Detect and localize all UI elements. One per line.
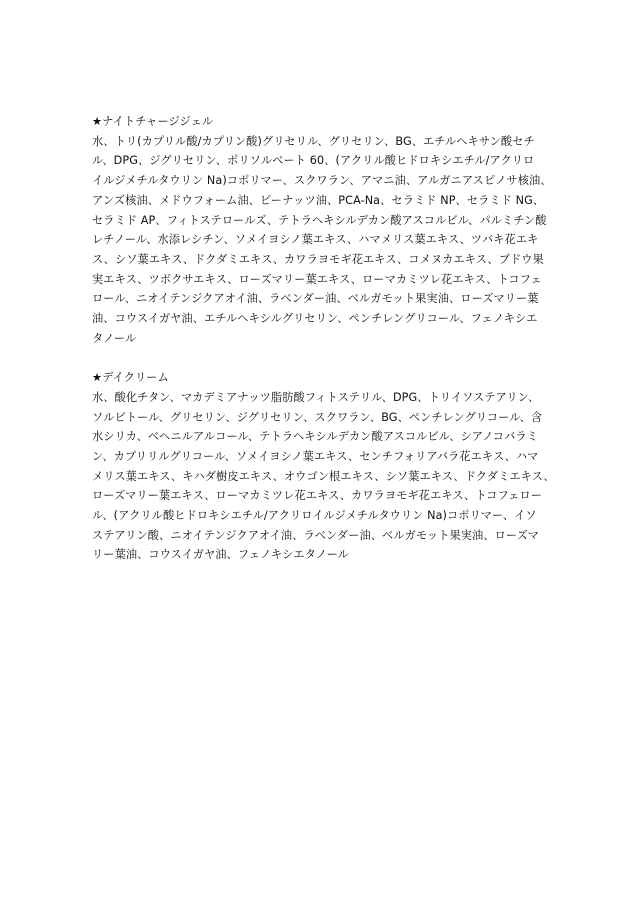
ingredient-line: 水、トリ(カプリル酸/カプリン酸)グリセリル、グリセリン、BG、エチルヘキサン酸セチ <box>92 134 535 148</box>
ingredient-line: タノール <box>92 331 137 345</box>
document-page <box>92 112 558 565</box>
ingredient-line: ソルビトール、グリセリン、ジグリセリン、スクワラン、BG、ペンチレングリコール、含 <box>92 410 543 424</box>
section-day-cream <box>92 368 558 565</box>
section-title: ★ナイトチャージジェル <box>92 115 214 128</box>
section-night-charge-gel <box>92 112 558 348</box>
ingredient-line: イルジメチルタウリン Na)コポリマー、スクワラン、アマニ油、アルガニアスピノサ核油、 <box>92 174 552 188</box>
ingredient-line: 水シリカ、ベヘニルアルコール、テトラヘキシルデカン酸アスコルビル、シアノコバラミ <box>92 430 538 444</box>
ingredient-line: アンズ核油、メドウフォーム油、ピーナッツ油、PCA-Na、セラミド NP、セラミド NG、 <box>92 193 545 207</box>
ingredient-line: 油、コウスイガヤ油、エチルヘキシルグリセリン、ペンチレングリコール、フェノキシエ <box>92 312 538 326</box>
ingredient-line: ステアリン酸、ニオイテンジクアオイ油、ラベンダー油、ベルガモット果実油、ローズマ <box>92 528 539 542</box>
ingredient-line: ロール、ニオイテンジクアオイ油、ラベンダー油、ベルガモット果実油、ローズマリー葉 <box>92 292 539 306</box>
ingredient-line: ン、カプリリルグリコール、ソメイヨシノ葉エキス、センチフォリアバラ花エキス、ハマ <box>92 449 539 463</box>
ingredient-line: ル、(アクリル酸ヒドロキシエチル/アクリロイルジメチルタウリン Na)コポリマー、イソ <box>92 509 537 523</box>
ingredient-line: セラミド AP、フィトステロールズ、テトラヘキシルデカン酸アスコルビル、パルミチン酸 <box>92 213 547 227</box>
ingredient-line: 実エキス、ツボクサエキス、ローズマリー葉エキス、ローマカミツレ花エキス、トコフェ <box>92 272 542 286</box>
ingredient-line: ル、DPG、ジグリセリン、ポリソルベート 60、(アクリル酸ヒドロキシエチル/アクリロ <box>92 154 535 168</box>
ingredient-line: ローズマリー葉エキス、ローマカミツレ花エキス、カワラヨモギ花エキス、トコフェロー <box>92 489 543 503</box>
ingredient-line: メリス葉エキス、キハダ樹皮エキス、オウゴン根エキス、シソ葉エキス、ドクダミエキス、 <box>92 469 555 483</box>
ingredient-line: 水、酸化チタン、マカデミアナッツ脂肪酸フィトステリル、DPG、トリイソステアリン、 <box>92 390 540 404</box>
ingredient-line: レチノール、水添レシチン、ソメイヨシノ葉エキス、ハマメリス葉エキス、ツバキ花エキ <box>92 233 539 247</box>
ingredient-line: ス、シソ葉エキス、ドクダミエキス、カワラヨモギ花エキス、コメヌカエキス、ブドウ果 <box>92 252 544 266</box>
section-title: ★デイクリーム <box>92 371 169 385</box>
ingredient-line: リー葉油、コウスイガヤ油、フェノキシエタノール <box>92 548 349 562</box>
